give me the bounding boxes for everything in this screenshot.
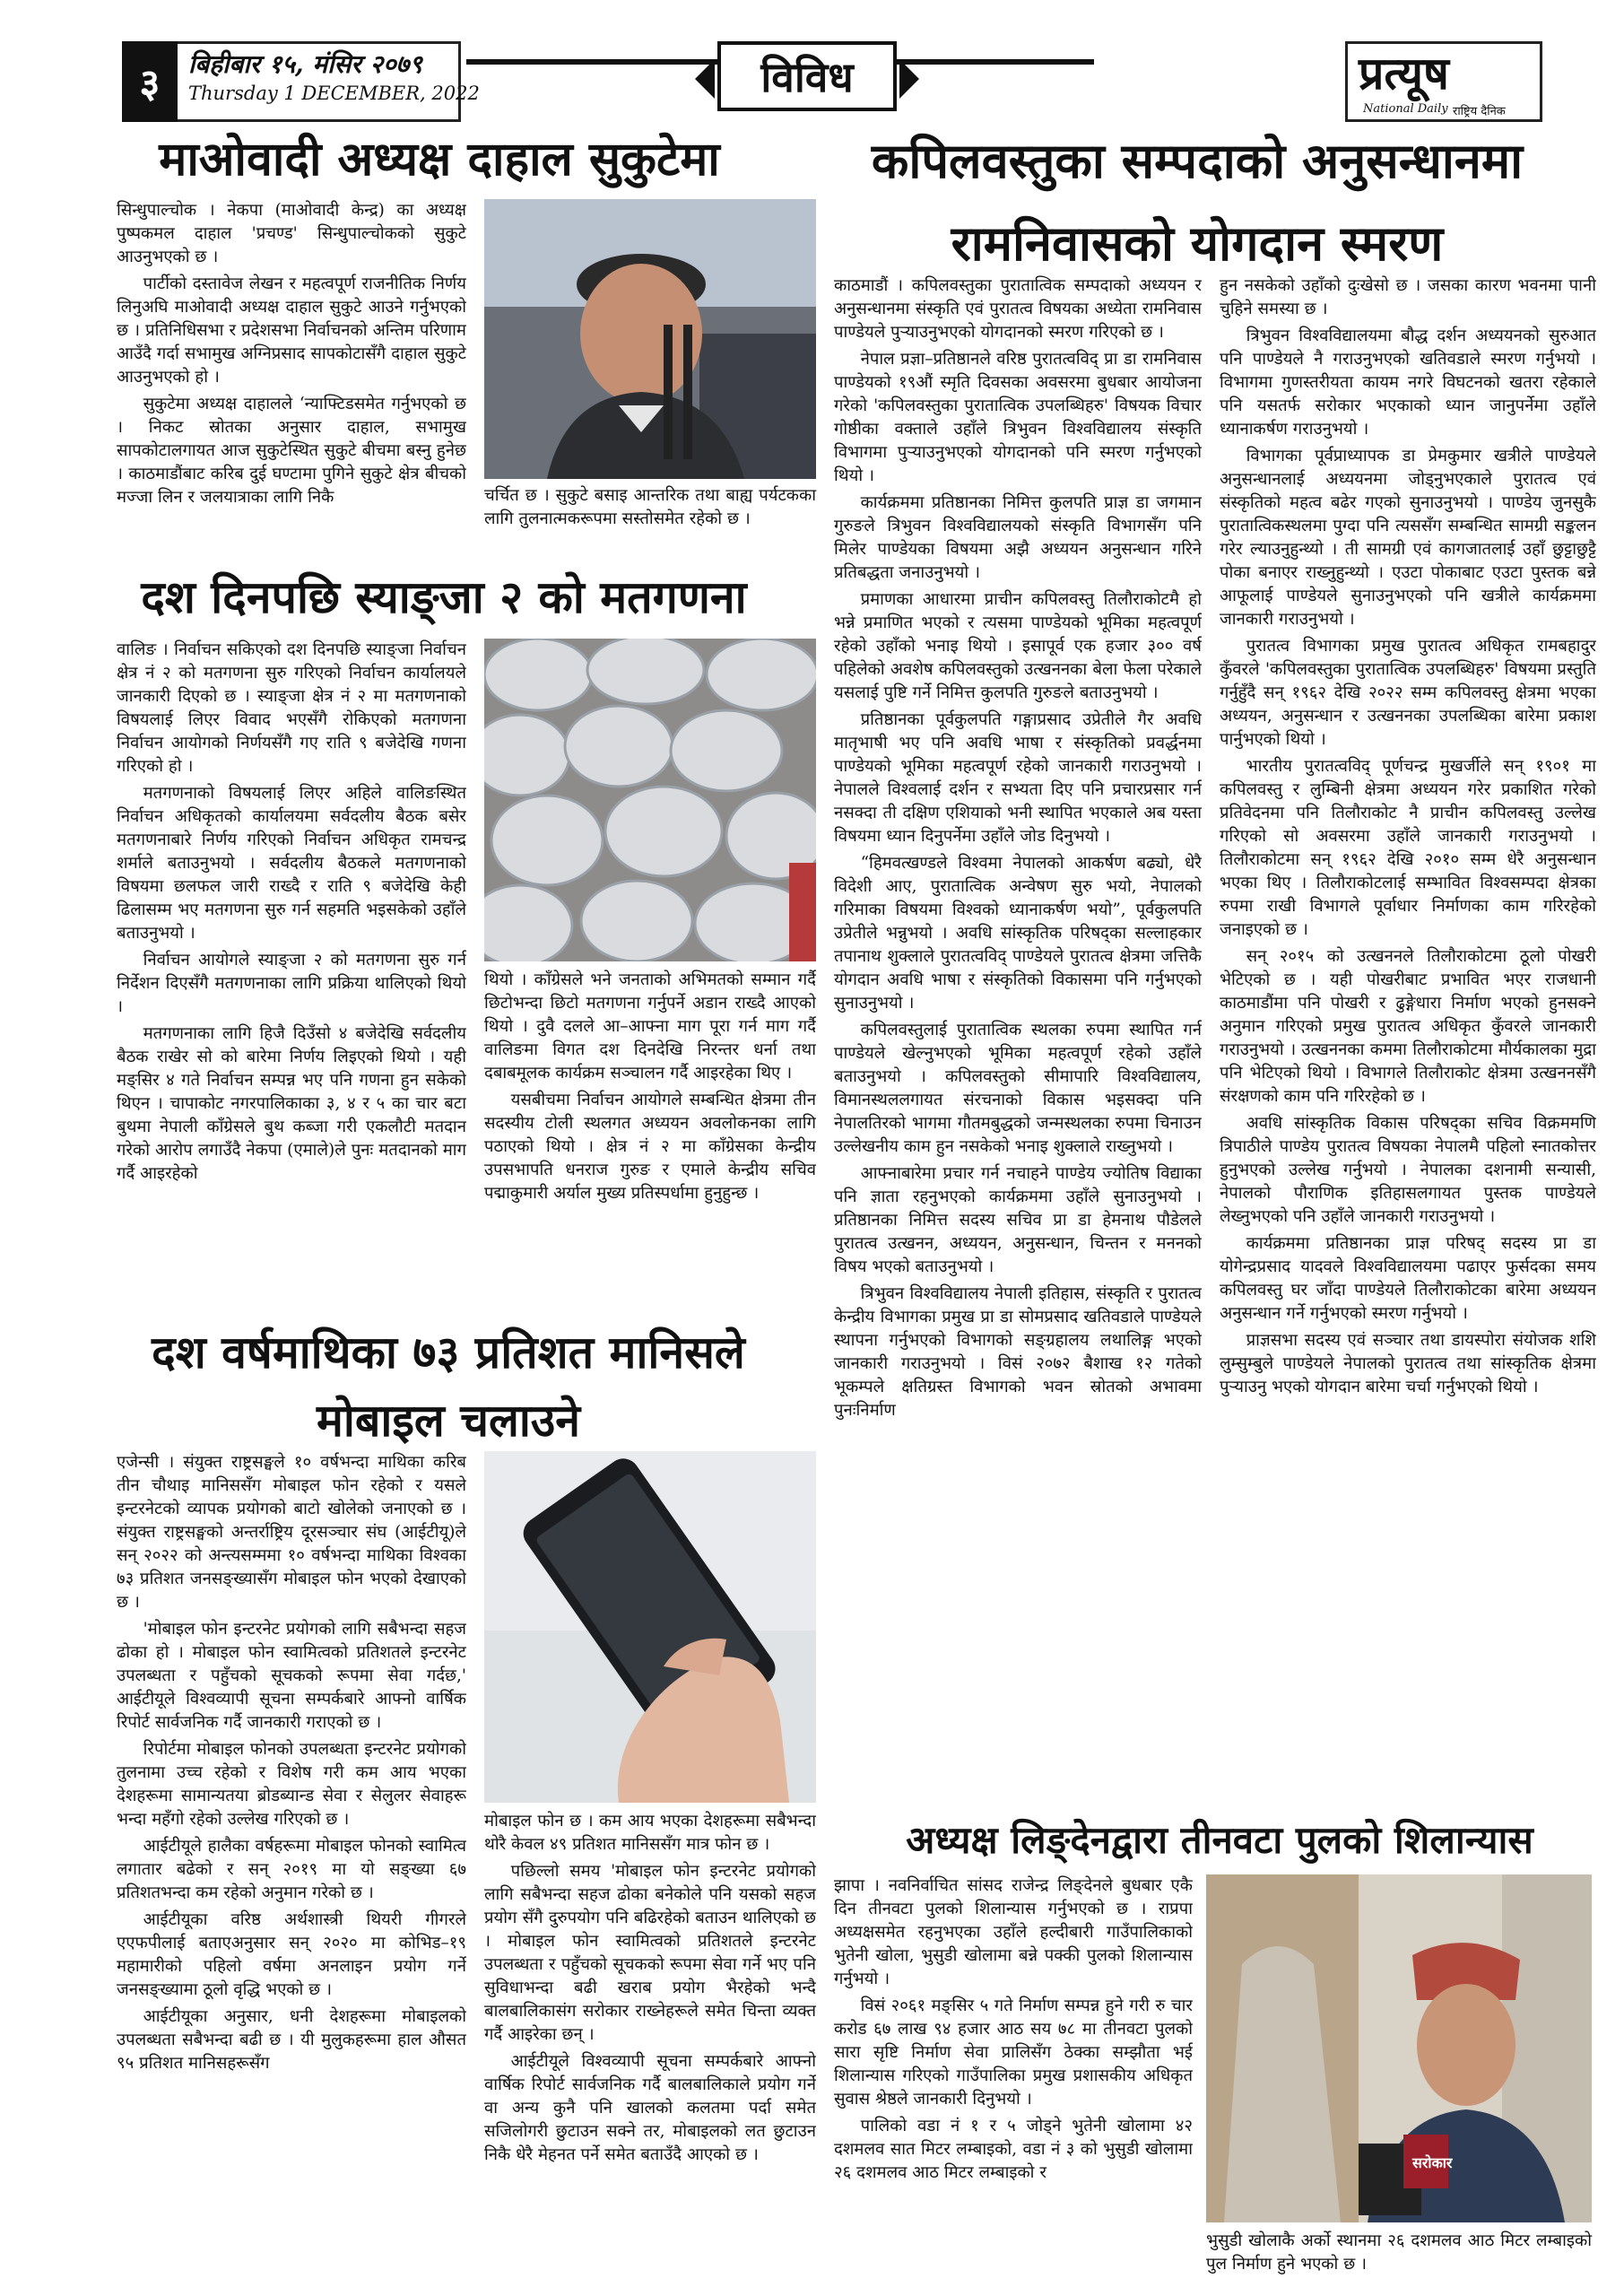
page-number: ३	[122, 41, 178, 122]
kapilvastu-para: पुरातत्व विभागका प्रमुख पुरातत्व अधिकृत रामबहादुर कुँवरले 'कपिलवस्तुका पुरातात्विक उपलब्धिहरु' विषयमा प्रस्तुति गर्नुहुँदै सन् १९६२ देखि २०२२ सम्म कपिलवस्तु क्षेत्रमा भएका अध्ययन, अनुसन्धान र उत्खननका उपलब्धिका बारेमा प्रकाश पार्नुभएको थियो ।	[1220, 637, 1596, 749]
kapilvastu-headline-line1: कपिलवस्तुका सम्पदाको अनुसन्धानमा	[871, 132, 1524, 189]
dahal-para: पार्टीको दस्तावेज लेखन र महत्वपूर्ण राजनीतिक निर्णय लिनुअघि माओवादी अध्यक्ष दाहाल सुकुटे आउने गर्नुभएको छ । प्रतिनिधिसभा र प्रदेशसभा निर्वाचनको अन्तिम परिणाम आउँदै गर्दा सभामुख अग्निप्रसाद सापकोटासँगै दाहाल सुकुटे आउनुभएको हो ।	[117, 274, 466, 387]
syangja-column-2	[484, 969, 816, 1318]
dahal-headline: माओवादी अध्यक्ष दाहाल सुकुटेमा	[159, 132, 720, 187]
mobile-para: आईटीयूका अनुसार, धनी देशहरूमा मोबाइलको उपलब्धता सबैभन्दा बढी छ । यी मुलुकहरूमा हाल औसत ९५ प्रतिशत मानिसहरूसँग	[117, 2007, 466, 2073]
mobile-column-1	[117, 1451, 466, 2290]
mobile-para: आईटीयूले विश्वव्यापी सूचना सम्पर्कबारे आफ्नो वार्षिक रिपोर्ट सार्वजनिक गर्दै बालबालिकाले प्रयोग गर्ने वा अन्य कुनै पनि खालको कलतमा पर्दा समेत सजिलोगरी छुटाउन सक्ने तर, मोबाइलको लत छुटाउन निकै धेरै मेहनत पर्ने समेत बताउँदै आएको छ ।	[484, 2052, 816, 2164]
mobile-para: 'मोबाइल फोन इन्टरनेट प्रयोगको लागि सबैभन्दा सहज ढोका हो । मोबाइल फोन स्वामित्वको प्रतिशतले इन्टरनेट उपलब्धता र पहुँचको सूचकको रूपमा सेवा गर्दछ,' आईटीयूले विश्वव्यापी सूचना सम्पर्कबारे आफ्नो वार्षिक रिपोर्ट सार्वजनिक गर्दै जानकारी गराएको छ ।	[117, 1620, 466, 1732]
syangja-para: मतगणनाका लागि हिजै दिउँसो ४ बजेदेखि सर्वदलीय बैठक राखेर सो को बारेमा निर्णय लिइएको थियो । यही मङ्सिर ४ गते निर्वाचन सम्पन्न भए पनि गणना हुन सकेको थिएन । चापाकोट नगरपालिकाका ३, ४ र ५ का चार बटा बुथमा नेपाली काँग्रेसले बुथ कब्जा गरी एकलौटी मतदान गरेको आरोप लगाउँदै नेकपा (एमाले)ले पुनः मतदानको माग गर्दै आइरहेको	[117, 1024, 466, 1183]
limbu-para: विसं २०६१ मङ्सिर ५ गते निर्माण सम्पन्न हुने गरी रु चार करोड ६७ लाख ९४ हजार आठ सय ७८ मा तीनवटा पुलको सारा सृष्टि निर्माण सेवा प्रालिसँग ठेक्का सम्झौता भई शिलान्यास गरिएको गाउँपालिका प्रमुख प्रशासकीय अधिकृत सुवास श्रेष्ठले जानकारी दिनुभयो ।	[834, 1996, 1193, 2109]
syangja-headline: दश दिनपछि स्याङ्जा २ को मतगणना	[141, 570, 747, 623]
mobile-para: मोबाइल फोन छ । कम आय भएका देशहरूमा सबैभन्दा थोरै केवल ४९ प्रतिशत मानिससँग मात्र फोन छ ।	[484, 1812, 816, 1854]
syangja-para: निर्वाचन आयोगले स्याङ्जा २ को मतगणना सुरु गर्न निर्देशन दिएसँगै मतगणनाका लागि प्रक्रिया थालिएको थियो ।	[117, 951, 466, 1016]
limbu-para: पालिको वडा नं १ र ५ जोड्ने भुतेनी खोलामा ४२ दशमलव सात मिटर लम्बाइको, वडा नं ३ को भुसुडी खोलामा २६ दशमलव आठ मिटर लम्बाइको र	[834, 2117, 1193, 2182]
syangja-column-1	[117, 639, 466, 1311]
kapilvastu-para: कपिलवस्तुलाई पुरातात्विक स्थलका रुपमा स्थापित गर्न पाण्डेयले खेल्नुभएको भूमिका महत्वपूर्ण रहेको उहाँले बताउनुभयो । कपिलवस्तुको सीमापारि विश्वविद्यालय, विमानस्थललगायत संरचनाको विकास भइसक्दा पनि नेपालतिरको भागमा गौतमबुद्धको जन्मस्थलका रुपमा चिनाउन उल्लेखनीय काम हुन नसकेको भनाइ शुक्लाले राख्नुभयो ।	[834, 1021, 1202, 1156]
syangja-para: मतगणनाको विषयलाई लिएर अहिले वालिङस्थित निर्वाचन अधिकृतको कार्यालयमा सर्वदलीय बैठक बसेर मतगणनाबारे निर्णय गरिएको निर्वाचन अधिकृत रामचन्द्र शर्माले बताउनुभयो । सर्वदलीय बैठकले मतगणनाको विषयमा छलफल जारी राख्दै र राति ९ बजेदेखि केही ढिलासम्म भए मतगणना सुरु गर्न सहमति भइसकेको उहाँले बताउनुभयो ।	[117, 784, 466, 943]
limbu-headline: अध्यक्ष लिङ्देनद्वारा तीनवटा पुलको शिलान्यास	[906, 1818, 1533, 1862]
kapilvastu-para: काठमाडौं । कपिलवस्तुका पुरातात्विक सम्पदाको अध्ययन र अनुसन्धानमा संस्कृति एवं पुरातत्व विषयका अध्येता रामनिवास पाण्डेयले पुऱ्याउनुभएको योगदानको स्मरण गरिएको छ ।	[834, 276, 1202, 342]
kapilvastu-para: अवधि सांस्कृतिक विकास परिषद्का सचिव विक्रममणि त्रिपाठीले पाण्डेय पुरातत्व विषयका नेपालमै पहिलो स्नातकोत्तर हुनुभएको उल्लेख गर्नुभयो । नेपालका दशनामी सन्यासी, नेपालको पौराणिक इतिहासलगायत पुस्तक पाण्डेयले लेख्नुभएको पनि उहाँले जानकारी गराउनुभयो ।	[1220, 1114, 1596, 1226]
dahal-para: सिन्धुपाल्चोक । नेकपा (माओवादी केन्द्र) का अध्यक्ष पुष्पकमल दाहाल 'प्रचण्ड' सिन्धुपाल्चोकको सुकुटे आउनुभएको छ ।	[117, 201, 466, 266]
kapilvastu-para: विभागका पूर्वप्राध्यापक डा प्रेमकुमार खत्रीले पाण्डेयले अनुसन्धानलाई अध्ययनमा जोड्नुभएकाले पुरातत्व एवं संस्कृतिको महत्व बढेर गएको सुनाउनुभयो । पाण्डेय जुनसुकै पुरातात्विकस्थलमा पुग्दा पनि त्यससँग सम्बन्धित सामग्री सङ्कलन गरेर ल्याउनुहुन्थ्यो । ती सामग्री एवं कागजातलाई उहाँ छुट्टाछुट्टै पोका बनाएर राख्नुहुन्थ्यो । एउटा पोकाबाट एउटा पुस्तक बन्ने आफूलाई पाण्डेयले सुनाउनुभएको पनि खत्रीले कार्यक्रममा जानकारी गराउनुभयो ।	[1220, 447, 1596, 629]
mobile-para: रिपोर्टमा मोबाइल फोनको उपलब्धता इन्टरनेट प्रयोगको तुलनामा उच्च रहेको र विशेष गरी कम आय भएका देशहरूमा सामान्यतया ब्रोडब्यान्ड सेवा र सेलुलर सेवाहरू भन्दा महँगो रहेको उल्लेख गरिएको छ ।	[117, 1740, 466, 1829]
limbu-column-1	[834, 1874, 1193, 2287]
mobile-phone-photo	[484, 1451, 816, 1803]
kapilvastu-para: सन् २०१५ को उत्खननले तिलौराकोटमा ठूलो पोखरी भेटिएको छ । यही पोखरीबाट प्रभावित भएर राजधानी काठमाडौंमा पनि पोखरी र ढुङ्गेधारा निर्माण भएको हुनसक्ने अनुमान गरिएको प्रमुख पुरातत्व अधिकृत कुँवरले जानकारी गराउनुभयो । उत्खननका कममा तिलौराकोटमा मौर्यकालका मुद्रा पनि भेटिएको थियो । विभागले तिलौराकोट क्षेत्रमा उत्खननसँगै संरक्षणको काम पनि गरिरहेको छ ।	[1220, 947, 1596, 1106]
mobile-para: एजेन्सी । संयुक्त राष्ट्रसङ्घले १० वर्षभन्दा माथिका करिब तीन चौथाइ मानिससँग मोबाइल फोन रहेको र यसले इन्टरनेटको व्यापक प्रयोगको बाटो खोलेको जनाएको छ । संयुक्त राष्ट्रसङ्घको अन्तर्राष्ट्रिय दूरसञ्चार संघ (आईटीयू)ले सन् २०२२ को अन्त्यसम्ममा १० वर्षभन्दा माथिका विश्वका ७३ प्रतिशत जनसङ्ख्यासँग मोबाइल फोन भएको देखाएको छ ।	[117, 1453, 466, 1612]
kapilvastu-para: कार्यक्रममा प्रतिष्ठानका निमित्त कुलपति प्राज्ञ डा जगमान गुरुङले त्रिभुवन विश्वविद्यालयको संस्कृति विभागसँग पनि मिलेर पाण्डेयका विषयमा अझै अध्ययन अनुसन्धान गरिने प्रतिबद्धता जनाउनुभयो ।	[834, 493, 1202, 582]
dahal-column-1	[117, 199, 466, 549]
dahal-photo	[484, 199, 816, 479]
kapilvastu-para: त्रिभुवन विश्वविद्यालय नेपाली इतिहास, संस्कृति र पुरातत्व केन्द्रीय विभागका प्रमुख प्रा डा सोमप्रसाद खतिवडाले पाण्डेयले स्थापना गर्नुभएको विभागको सङ्ग्रहालय लथालिङ्ग भएको जानकारी गराउनुभयो । विसं २०७२ बैशाख १२ गतेको भूकम्पले क्षतिग्रस्त विभागको भवन स्रोतको अभावमा पुनःनिर्माण	[834, 1284, 1202, 1420]
kapilvastu-headline-line2: रामनिवासको योगदान स्मरण	[951, 214, 1444, 272]
mobile-headline-line1: दश वर्षमाथिका ७३ प्रतिशत मानिसले	[152, 1326, 745, 1378]
kapilvastu-para: नेपाल प्रज्ञा–प्रतिष्ठानले वरिष्ठ पुरातत्वविद् प्रा डा रामनिवास पाण्डेयको १९औं स्मृति दिवसका अवसरमा बुधबार आयोजना गरेको 'कपिलवस्तुका पुरातात्विक उपलब्धिहरु' विषयक विचार गोष्ठीका वक्ताले उहाँले त्रिभुवन विश्वविद्यालय संस्कृति विभागमा पुऱ्याउनुभएको योगदानको पनि स्मरण गर्नुभएको थियो ।	[834, 350, 1202, 485]
kapilvastu-column-1	[834, 274, 1202, 1799]
kapilvastu-para: कार्यक्रममा प्रतिष्ठानका प्राज्ञ परिषद् सदस्य प्रा डा योगेन्द्रप्रसाद यादवले विश्वविद्यालयमा पढाएर फुर्सदका समय कपिलवस्तु घर जाँदा पाण्डेयले तिलौराकोटका बारेमा अध्ययन अनुसन्धान गर्ने गर्नुभएको स्मरण गर्नुभयो ।	[1220, 1234, 1596, 1323]
kapilvastu-column-2	[1220, 274, 1596, 1799]
date-nepali: बिहीबार १५, मंसिर २०७९	[188, 49, 422, 79]
limbu-photo	[1206, 1874, 1592, 2222]
logo-sub-nepali: राष्ट्रिय दैनिक	[1453, 105, 1506, 118]
kapilvastu-para: प्रतिष्ठानका पूर्वकुलपति गङ्गाप्रसाद उप्रेतीले गैर अवधि मातृभाषी भए पनि अवधि भाषा र संस्कृतिको प्रवर्द्धनमा पाण्डेयको भूमिका महत्वपूर्ण रहेको जानकारी गराउनुभयो । नेपालले विश्वलाई दर्शन र सभ्यता दिए पनि प्रचारप्रसार गर्न नसक्दा ती दक्षिण एशियाको भनी स्थापित भएकाले अब यस्ता विषयमा ध्यान दिनुपर्नेमा उहाँले जोड दिनुभयो ।	[834, 710, 1202, 846]
kapilvastu-para: आफ्नाबारेमा प्रचार गर्न नचाहने पाण्डेय ज्योतिष विद्याका पनि ज्ञाता रहनुभएको कार्यक्रममा उहाँले सुनाउनुभयो । प्रतिष्ठानका निमित्त सदस्य सचिव प्रा डा हेमनाथ पौडेलले पुरातत्व उत्खनन, अध्ययन, अनुसन्धान, चिन्तन र मननको विषय भएको बताउनुभयो ।	[834, 1164, 1202, 1276]
kapilvastu-para: त्रिभुवन विश्वविद्यालयमा बौद्ध दर्शन अध्ययनको सुरुआत पनि पाण्डेयले नै गराउनुभएको खतिवडाले स्मरण गर्नुभयो । विभागमा गुणस्तरीयता कायम नगरे विघटनको खतरा रहेकाले पनि यसतर्फ सरोकार भएकाको ध्यान जानुपर्नेमा उहाँले ध्यानाकर्षण गराउनुभयो ।	[1220, 326, 1596, 439]
section-title: विविध	[717, 41, 897, 111]
triangle-left-icon	[695, 59, 715, 99]
triangle-right-icon	[899, 59, 919, 99]
syangja-para: वालिङ । निर्वाचन सकिएको दश दिनपछि स्याङ्जा निर्वाचन क्षेत्र नं २ को मतगणना सुरु गरिएको निर्वाचन कार्यालयले जानकारी दिएको छ । स्याङ्जा क्षेत्र नं २ मा मतगणनाको विषयलाई लिएर विवाद भएसँगै रोकिएको मतगणना निर्वाचन आयोगको निर्णयसँगै गए राति ९ बजेदेखि गणना गरिएको हो ।	[117, 640, 466, 776]
syangja-ballot-photo	[484, 639, 816, 961]
limbu-column-2: भुसुडी खोलाकै अर्को स्थानमा २६ दशमलव आठ मिटर लम्बाइको पुल निर्माण हुने भएको छ ।	[1206, 2231, 1592, 2274]
date-english: Thursday 1 DECEMBER, 2022	[188, 83, 480, 104]
mobile-column-2	[484, 1810, 816, 2290]
logo-sub-english: National Daily	[1363, 102, 1448, 116]
dahal-para: सुकुटेमा अध्यक्ष दाहालले ‘न्याफ्टिडसमेत गर्नुभएको छ । निकट स्रोतका अनुसार दाहाल, सभामुख सापकोटालगायत आज सुकुटेस्थित सुकुटे बीचमा बस्नु हुनेछ । काठमाडौंबाट करिब दुई घण्टामा पुगिने सुकुटे क्षेत्र बीचको मज्जा लिन र जलयात्राका लागि निकै	[117, 395, 466, 507]
kapilvastu-para: प्राज्ञसभा सदस्य एवं सञ्चार तथा डायस्पोरा संयोजक शशि लुम्सुम्बुले पाण्डेयले नेपालको पुरातत्व तथा सांस्कृतिक क्षेत्रमा पुऱ्याउनु भएको योगदान बारेमा चर्चा गर्नुभएको थियो ।	[1220, 1331, 1596, 1396]
limbu-para: झापा । नवनिर्वाचित सांसद राजेन्द्र लिङ्देनले बुधबार एकै दिन तीनवटा पुलको शिलान्यास गर्नुभएको छ । राप्रपा अध्यक्षसमेत रहनुभएका उहाँले हल्दीबारी गाउँपालिकाको भुतेनी खोला, भुसुडी खोलामा बन्ने पक्की पुलको शिलान्यास गर्नुभयो ।	[834, 1876, 1193, 1988]
syangja-para: यसबीचमा निर्वाचन आयोगले सम्बन्धित क्षेत्रमा तीन सदस्यीय टोली स्थलगत अध्ययन अवलोकनका लागि पठाएको थियो । क्षेत्र नं २ मा काँग्रेसका केन्द्रीय उपसभापति धनराज गुरुङ र एमाले केन्द्रीय सचिव पद्माकुमारी अर्याल मुख्य प्रतिस्पर्धामा हुनुहुन्छ ।	[484, 1091, 816, 1203]
kapilvastu-para: हुन नसकेको उहाँको दुःखेसो छ । जसका कारण भवनमा पानी चुहिने समस्या छ ।	[1220, 276, 1596, 318]
logo-name: प्रत्यूष	[1359, 47, 1449, 100]
mobile-para: पछिल्लो समय 'मोबाइल फोन इन्टरनेट प्रयोगको लागि सबैभन्दा सहज ढोका बनेकोले पनि यसको सहज प्रयोग सँगै दुरुपयोग पनि बढिरहेको बताउन थालिएको छ । मोबाइल फोन स्वामित्वको प्रतिशतले इन्टरनेट उपलब्धता र पहुँचको सूचकको रूपमा सेवा गर्ने भए पनि सुविधाभन्दा बढी खराब प्रयोग भैरहेको भन्दै बालबालिकासंग सरोकार राख्नेहरूले समेत चिन्ता व्यक्त गर्दै आइरेका छन् ।	[484, 1862, 816, 2044]
syangja-para: थियो । काँग्रेसले भने जनताको अभिमतको सम्मान गर्दै छिटोभन्दा छिटो मतगणना गर्नुपर्ने अडान राख्दै आएको थियो । दुवै दलले आ–आफ्ना माग पूरा गर्न माग गर्दै वालिङमा विगत दश दिनदेखि निरन्तर धर्ना तथा दबाबमूलक कार्यक्रम सञ्चालन गर्दै आइरहेका थिए ।	[484, 970, 816, 1083]
kapilvastu-para: भारतीय पुरातत्वविद् पूर्णचन्द्र मुखर्जीले सन् १९०१ मा कपिलवस्तु र लुम्बिनी क्षेत्रमा अध्ययन गरेर प्रकाशित गरेको प्रतिवेदनमा पनि तिलौराकोट नै प्राचीन कपिलवस्तु उल्लेख गरिएको सो अवसरमा उहाँले जानकारी गराउनुभयो । तिलौराकोटमा सन् १९६२ देखि २०१० सम्म धेरै अनुसन्धान भएका थिए । तिलौराकोटलाई सम्भावित विश्वसम्पदा क्षेत्रका रुपमा राखी विभागले पूर्वाधार निर्माणका काम गरिरहेको जनाइएको छ ।	[1220, 757, 1596, 939]
kapilvastu-para: “हिमवत्खण्डले विश्वमा नेपालको आकर्षण बढ्यो, धेरै विदेशी आए, पुरातात्विक अन्वेषण सुरु भयो, नेपालको गरिमाका विषयमा विश्वको ध्यानाकर्षण भयो”, पूर्वकुलपति उप्रेतीले भन्नुभयो । अवधि सांस्कृतिक परिषद्का सल्लाहकार तपानाथ शुक्लाले पुरातत्वविद् पाण्डेयले पुरातत्व क्षेत्रमा जत्तिकै योगदान अवधि भाषा र संस्कृतिको विकासमा पनि गर्नुभएको सुनाउनुभयो ।	[834, 854, 1202, 1013]
kapilvastu-para: प्रमाणका आधारमा प्राचीन कपिलवस्तु तिलौराकोटमै हो भन्ने प्रमाणित भएको र त्यसमा पाण्डेयको भूमिका महत्वपूर्ण रहेको उहाँको भनाइ थियो । इसापूर्व एक हजार ३०० वर्ष पहिलेको अवशेष कपिलवस्तुको उत्खननका बेला फेला परेकाले यसलाई पुष्टि गर्ने निमित्त कुलपति गुरुङले बताउनुभयो ।	[834, 590, 1202, 702]
mic-logo-text: सरोकार	[1412, 2154, 1453, 2171]
dahal-column-2: चर्चित छ । सुकुटे बसाइ आन्तरिक तथा बाह्य पर्यटकका लागि तुलनात्मकरूपमा सस्तोसमेत रहेको छ ।	[484, 486, 816, 528]
mobile-para: आईटीयूका वरिष्ठ अर्थशास्त्री थियरी गीगरले एएफपीलाई बताएअनुसार सन् २०२० मा कोभिड–१९ महामारीको पहिलो वर्षमा अनलाइन प्रयोग गर्ने जनसङ्ख्यामा ठूलो वृद्धि भएको छ ।	[117, 1910, 466, 1999]
mobile-headline-line2: मोबाइल चलाउने	[317, 1394, 580, 1447]
mobile-para: आईटीयूले हालैका वर्षहरूमा मोबाइल फोनको स्वामित्व लगातार बढेको र सन् २०१९ मा यो सङ्ख्या ६७ प्रतिशतभन्दा कम रहेको अनुमान गरेको छ ।	[117, 1837, 466, 1902]
